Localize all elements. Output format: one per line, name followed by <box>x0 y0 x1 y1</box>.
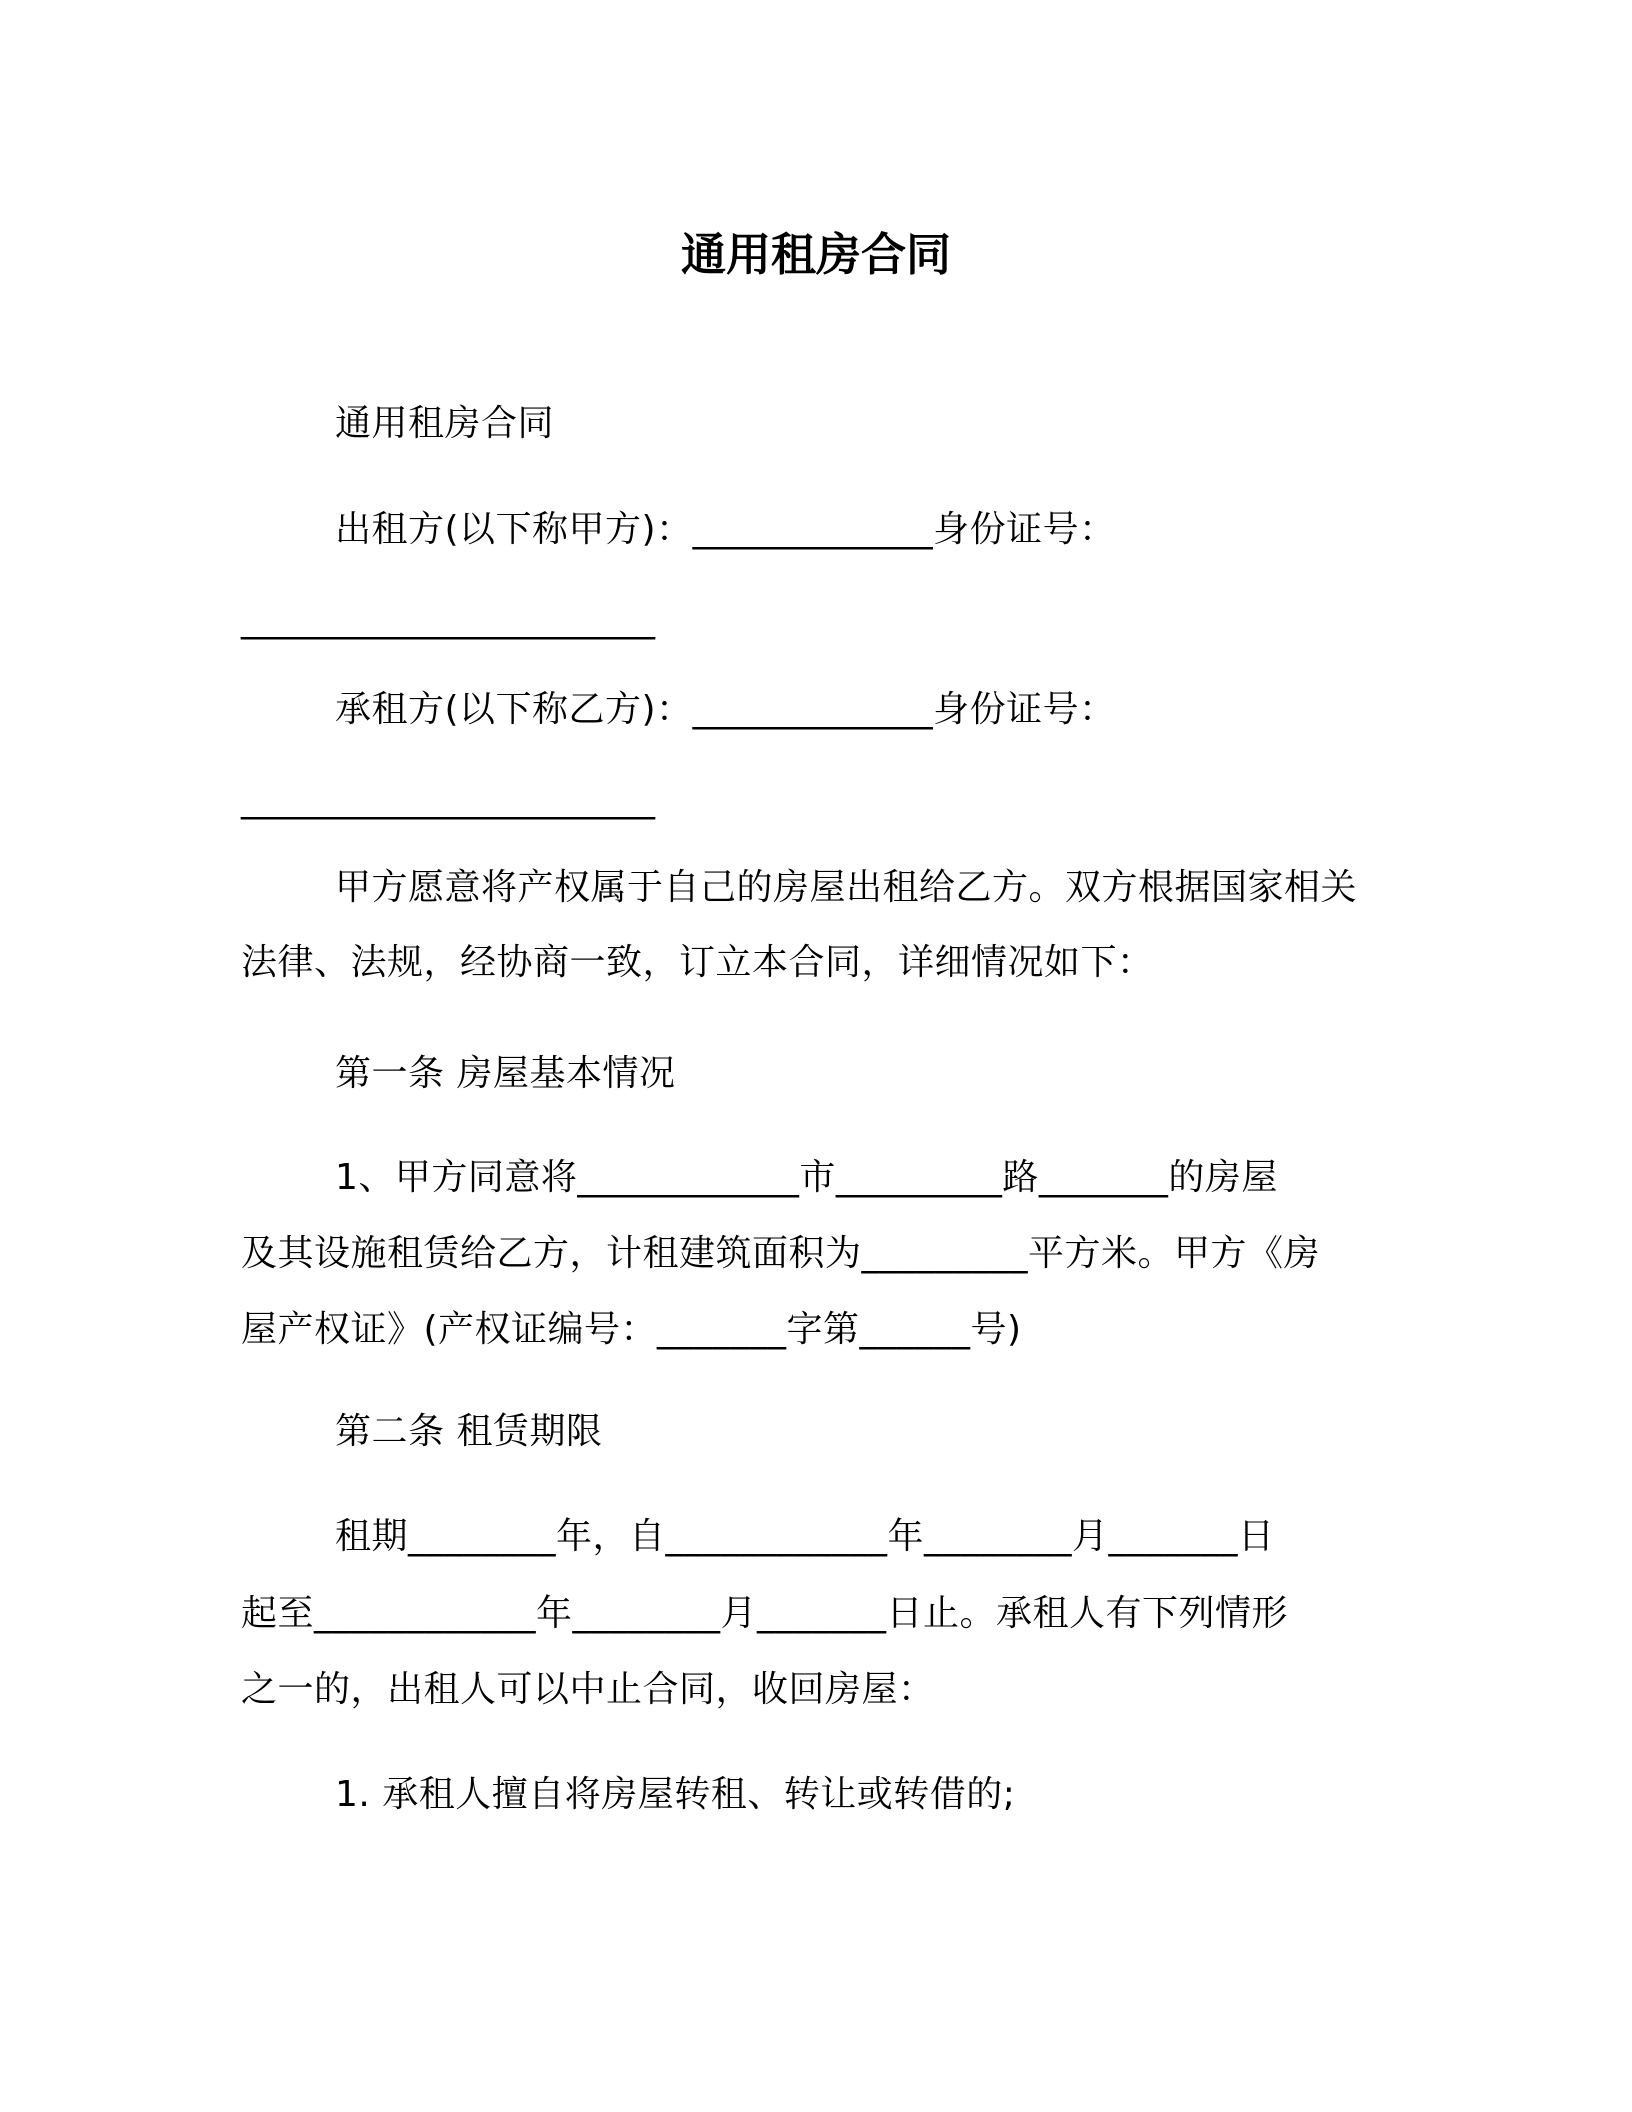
article-1-paragraph-line-2: 及其设施租赁给乙方，计租建筑面积为_________平方米。甲方《房 <box>241 1233 1321 1274</box>
lessee-id-blank: _______________________ <box>241 779 655 820</box>
subtitle: 通用租房合同 <box>335 403 555 444</box>
lessor-line: 出租方(以下称甲方)：_____________身份证号： <box>335 509 1116 550</box>
article-2-heading: 第二条 租赁期限 <box>335 1411 603 1452</box>
article-1-paragraph-line-1: 1、甲方同意将____________市_________路_______的房屋 <box>335 1157 1278 1198</box>
article-2-list-item-1: 1. 承租人擅自将房屋转租、转让或转借的; <box>335 1774 1016 1815</box>
lessee-line: 承租方(以下称乙方)：_____________身份证号： <box>335 689 1116 730</box>
document-title: 通用租房合同 <box>680 228 951 281</box>
article-2-paragraph-line-1: 租期________年，自____________年________月_______日 <box>335 1516 1275 1557</box>
article-1-heading: 第一条 房屋基本情况 <box>335 1053 676 1094</box>
article-2-paragraph-line-2: 起至____________年________月_______日止。承租人有下列情形 <box>241 1593 1289 1634</box>
intro-paragraph-line-1: 甲方愿意将产权属于自己的房屋出租给乙方。双方根据国家相关 <box>335 867 1358 908</box>
lessor-id-blank: _______________________ <box>241 599 655 640</box>
intro-paragraph-line-2: 法律、法规，经协商一致，订立本合同，详细情况如下： <box>241 942 1154 983</box>
article-2-paragraph-line-3: 之一的，出租人可以中止合同，收回房屋： <box>241 1669 935 1710</box>
article-1-paragraph-line-3: 屋产权证》(产权证编号：_______字第______号) <box>241 1309 1022 1350</box>
